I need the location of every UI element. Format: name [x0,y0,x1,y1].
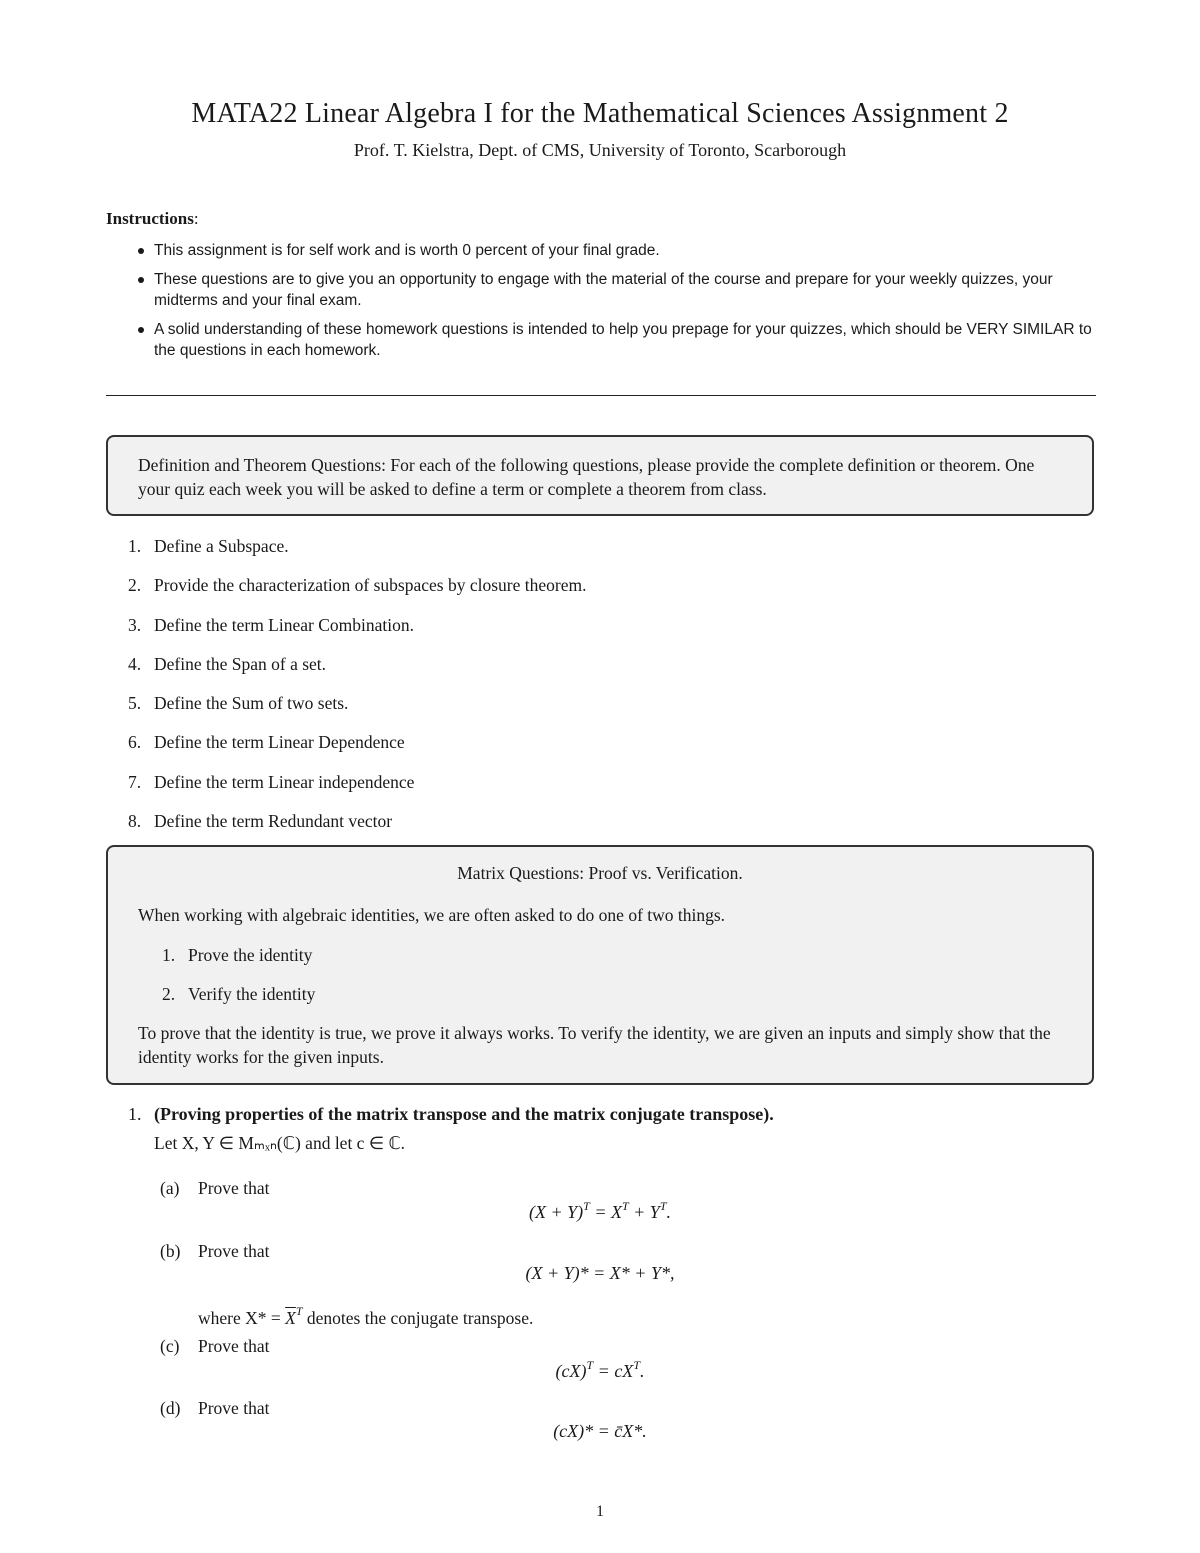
equation-d: (cX)* = c̄X*. [553,1421,647,1441]
matrix-box-intro: When working with algebraic identities, we are often asked to do one of two things. [138,905,726,925]
definition-questions-box [106,435,1094,516]
definition-box-text: Definition and Theorem Questions: For each of the following questions, please provide the complete definition or theorem. One your quiz each week you will be asked to define a term or complete a theorem from class. [138,455,1035,499]
matrix-questions-box [106,845,1094,1085]
list-item: 3. Define the term Linear Combination. [128,614,414,635]
document-title: MATA22 Linear Algebra I for the Mathematical Sciences Assignment 2 [191,98,1009,129]
matrix-box-title: Matrix Questions: Proof vs. Verification. [457,863,743,883]
instruction-item: This assignment is for self work and is worth 0 percent of your final grade. [106,240,1096,261]
problem-given: Let X, Y ∈ Mₘₓₙ(ℂ) and let c ∈ ℂ. [154,1133,406,1153]
definition-question-list [128,535,1028,849]
list-item: 6. Define the term Linear Dependence [128,732,405,753]
bullet-icon [138,277,144,283]
document-subtitle: Prof. T. Kielstra, Dept. of CMS, University of Toronto, Scarborough [353,140,847,160]
page-number: 1 [596,1503,604,1520]
problem-part-c: (c) Prove that [160,1336,270,1356]
equation-c: $(cX)^T = cX^T$. [555,1358,645,1381]
instruction-item: These questions are to give you an opportunity to engage with the material of the course and prepare for your weekly quizzes, your midterms and your final exam. [106,269,1096,311]
problem-part-a: (a) Prove that [160,1178,270,1198]
problem-heading: 1. (Proving properties of the matrix transpose and the matrix conjugate transpose). [128,1104,774,1124]
section-divider [106,395,1096,396]
equation-b: (X + Y)* = X* + Y*, [525,1263,675,1283]
instructions-heading: Instructions: [106,209,199,228]
problem-part-b: (b) Prove that [160,1241,270,1261]
instruction-item: A solid understanding of these homework questions is intended to help you prepage for your quizzes, which should be VERY SIMILAR to the questions in each homework. [106,319,1096,361]
list-item: 4. Define the Span of a set. [128,653,327,674]
bullet-icon [138,248,144,254]
matrix-box-conclusion: To prove that the identity is true, we prove it always works. To verify the identity, we are given an inputs and simply show that the identity works for the given inputs. [138,1023,1051,1067]
conjugate-transpose-note: where $X* = \overline{X}^T$ denotes the conjugate transpose. [198,1304,534,1328]
list-item: 5. Define the Sum of two sets. [128,693,349,714]
list-item: 1. Prove the identity [162,945,313,965]
problem-part-d: (d) Prove that [160,1398,270,1418]
list-item: 7. Define the term Linear independence [128,771,415,792]
bullet-icon [138,327,144,333]
list-item: 1. Define a Subspace. [128,536,289,556]
list-item: 2. Verify the identity [162,984,316,1004]
instructions-list [106,240,1096,369]
equation-a: $(X + Y)^T = X^T + Y^T$. [528,1199,672,1222]
list-item: 8. Define the term Redundant vector [128,811,393,832]
problem-1 [128,1104,1088,1154]
list-item: 2. Provide the characterization of subspaces by closure theorem. [128,575,587,596]
